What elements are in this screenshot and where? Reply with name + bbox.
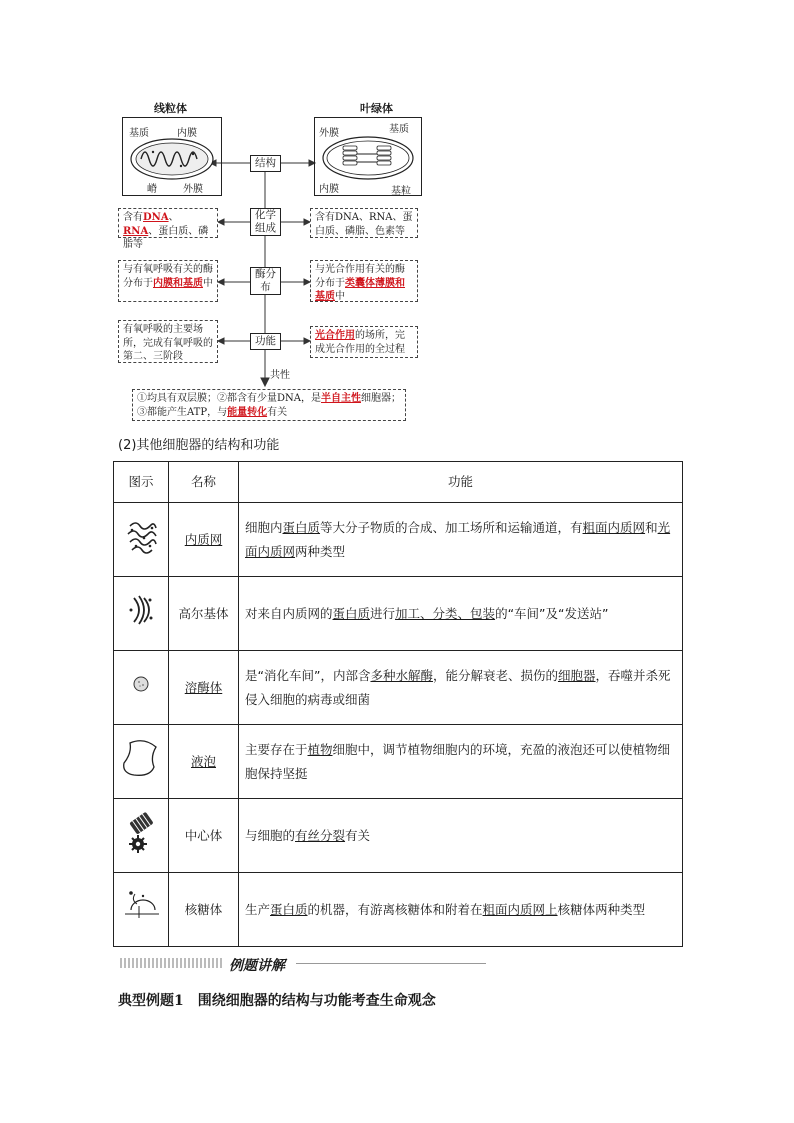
underlined: 加工、分类、包装 — [395, 605, 496, 621]
center-enzyme: 酶分布 — [250, 267, 281, 295]
text: 有关 — [345, 827, 371, 843]
highlight: 能量转化 — [227, 406, 268, 418]
underlined: 蛋白质 — [282, 519, 321, 535]
text: 细胞中，调节植物细胞内的环境，充盈的液泡还可以使植物细胞保持坚挺 — [245, 741, 671, 781]
underlined: 植物 — [307, 741, 333, 757]
chloro-title: 叶绿体 — [360, 102, 393, 115]
text: 等大分子物质的合成、加工场所和运输通道，有 — [320, 519, 583, 535]
underlined: 粗面内质网上 — [482, 901, 558, 917]
table-row — [114, 577, 683, 651]
header-function: 功能 — [239, 462, 683, 503]
text: 对来自内质网的 — [245, 605, 333, 621]
organelle-name: 溶酶体 — [169, 651, 239, 725]
table-header-row — [114, 462, 683, 503]
text: 含有 — [123, 212, 143, 223]
function-cell — [239, 725, 683, 799]
text: 与细胞的 — [245, 827, 296, 843]
header-name: 名称 — [169, 462, 239, 503]
header-figure: 图示 — [114, 462, 169, 503]
function-cell — [239, 503, 683, 577]
er-icon — [124, 516, 158, 556]
text: 核糖体两种类型 — [557, 901, 646, 917]
center-chem: 化学组成 — [250, 208, 281, 236]
highlight: 半自主性 — [321, 393, 361, 404]
figure-cell — [114, 725, 169, 799]
example-title: 典型例题1 围绕细胞器的结构与功能考查生命观念 — [118, 993, 436, 1009]
organelle-table — [113, 461, 683, 947]
text: 的场所，完成光合作用的全过程 — [315, 330, 405, 355]
underlined: 蛋白质 — [332, 605, 371, 621]
figure-cell — [114, 503, 169, 577]
underlined: 有丝分裂 — [295, 827, 346, 843]
text: 中 — [335, 291, 345, 302]
center-structure: 结构 — [250, 155, 281, 172]
underlined: 多种水解酶 — [370, 667, 433, 683]
text: ①均具有双层膜；②都含有少量DNA，是 — [137, 393, 321, 404]
organelle-name: 液泡 — [169, 725, 239, 799]
highlight: 光合作用 — [315, 330, 355, 341]
centrosome-icon — [126, 810, 156, 854]
chloro-enzyme-box — [310, 260, 418, 302]
common-label: 共性 — [270, 370, 290, 381]
function-cell — [239, 873, 683, 947]
text: 生产 — [245, 901, 271, 917]
example-banner: 例题讲解 — [229, 958, 285, 974]
mito-label-outer: 外膜 — [183, 184, 203, 195]
chloro-label-inner: 内膜 — [319, 184, 339, 195]
section-title: (2)其他细胞器的结构和功能 — [118, 438, 280, 453]
mito-label-crista: 嵴 — [147, 184, 157, 195]
mito-title: 线粒体 — [154, 102, 187, 115]
chloro-label-stroma: 基质 — [389, 124, 409, 135]
banner-dots-left — [120, 958, 224, 968]
text: 和 — [645, 519, 658, 535]
text: 是“消化车间”，内部含 — [245, 667, 371, 683]
organelle-name: 内质网 — [169, 503, 239, 577]
mito-label-inner: 内膜 — [177, 128, 197, 139]
figure-cell — [114, 577, 169, 651]
chloro-label-outer: 外膜 — [319, 128, 339, 139]
chloro-chem-box: 含有DNA、RNA、蛋白质、磷脂、色素等 — [310, 208, 418, 238]
function-cell — [239, 651, 683, 725]
text: 、 — [148, 225, 159, 237]
golgi-icon — [126, 590, 156, 630]
mito-function-box: 有氧呼吸的主要场所，完成有氧呼吸的第二、三阶段 — [118, 320, 218, 363]
text: 两种类型 — [295, 543, 346, 559]
text: 主要存在于 — [245, 741, 308, 757]
text: 与有氧呼吸有关的酶分布于 — [123, 264, 213, 289]
organelle-name: 中心体 — [169, 799, 239, 873]
chloro-label-granum: 基粒 — [391, 186, 411, 197]
figure-cell — [114, 873, 169, 947]
table-row — [114, 651, 683, 725]
mito-chem-box — [118, 208, 218, 250]
function-cell — [239, 577, 683, 651]
chloroplast-figure — [314, 117, 422, 196]
chloro-function-box — [310, 326, 418, 358]
vacuole-icon — [120, 737, 162, 779]
organelle-name: 核糖体 — [169, 873, 239, 947]
table-row — [114, 503, 683, 577]
underlined: 细胞器 — [557, 667, 596, 683]
highlight: 内膜和基质 — [153, 277, 203, 289]
mitochondrion-figure — [122, 117, 222, 196]
function-cell — [239, 799, 683, 873]
mito-enzyme-box — [118, 260, 218, 302]
table-row — [114, 873, 683, 947]
text: 蛋白质、磷脂等 — [123, 225, 209, 250]
banner-rule — [296, 963, 486, 964]
figure-cell — [114, 651, 169, 725]
common-features-box — [132, 389, 406, 421]
text: 中 — [203, 277, 213, 289]
ribosome-icon — [121, 888, 161, 924]
text: 细胞器；③都能产生ATP，与 — [137, 393, 401, 418]
text: ，吞噬并杀死侵入细胞的病毒或细菌 — [245, 667, 671, 707]
text: 进行 — [370, 605, 396, 621]
organelle-name: 高尔基体 — [169, 577, 239, 651]
text: 细胞内 — [245, 519, 283, 535]
text: 有关 — [267, 406, 288, 418]
highlight: RNA — [123, 225, 149, 237]
text: 、 — [168, 212, 179, 223]
table-row — [114, 799, 683, 873]
lysosome-icon — [131, 674, 151, 694]
center-function: 功能 — [250, 333, 281, 350]
table-row — [114, 725, 683, 799]
text: ，能分解衰老、损伤的 — [432, 667, 558, 683]
text: 的“车间”及“发送站” — [495, 605, 609, 621]
highlight: DNA — [143, 212, 169, 223]
highlight: 类囊体薄膜和基质 — [315, 277, 405, 302]
text: 与光合作用有关的酶分布于 — [315, 264, 405, 289]
text: 的机器，有游离核糖体和附着在 — [307, 901, 483, 917]
underlined: 蛋白质 — [270, 901, 308, 917]
figure-cell — [114, 799, 169, 873]
underlined: 粗面内质网 — [582, 519, 646, 535]
underlined: 光面内质网 — [245, 519, 671, 559]
mito-label-matrix: 基质 — [129, 128, 149, 139]
